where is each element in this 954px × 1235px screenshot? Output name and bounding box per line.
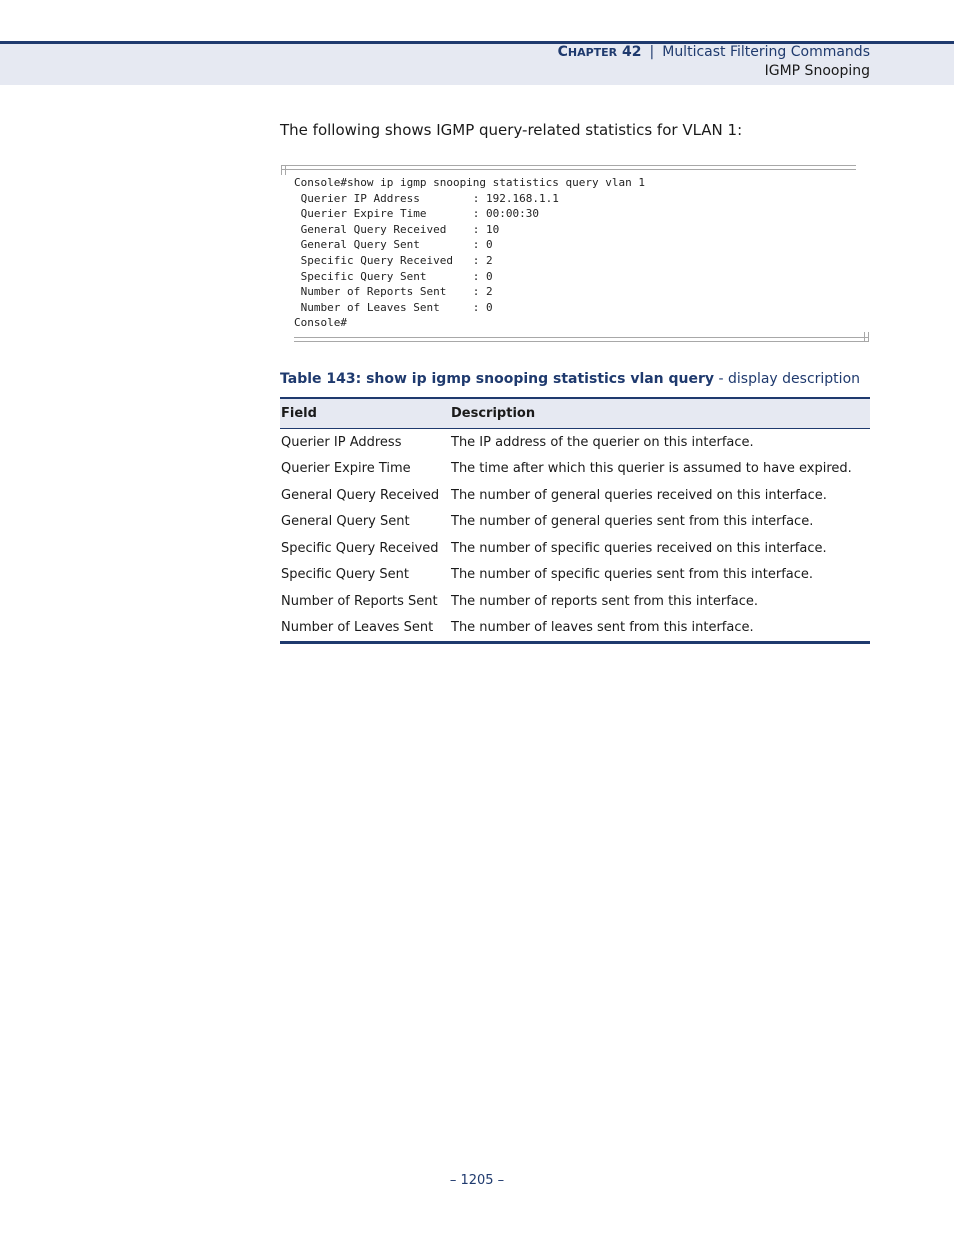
code-example <box>281 165 869 342</box>
code-line: Querier Expire Time : 00:00:30 <box>294 207 540 221</box>
description-cell: The number of specific queries sent from this interface. <box>451 567 814 583</box>
page-number: – 1205 – <box>449 1173 505 1188</box>
description-cell: The number of reports sent from this interface. <box>451 593 759 609</box>
table-row <box>280 456 870 483</box>
code-line: Number of Reports Sent : 2 <box>294 285 493 299</box>
code-line: Console#show ip igmp snooping statistics query vlan 1 <box>294 176 645 189</box>
chapter-prefix: C <box>557 44 568 60</box>
description-cell: The number of general queries received on this interface. <box>451 487 827 503</box>
table-row <box>280 535 870 562</box>
description-cell: The IP address of the querier on this interface. <box>451 434 754 450</box>
code-line: Number of Leaves Sent : 0 <box>294 300 493 314</box>
chapter-title: Multicast Filtering Commands <box>662 44 870 60</box>
table-caption-subtitle: - display description <box>714 371 861 387</box>
table-row <box>280 588 870 615</box>
field-cell: General Query Received <box>281 487 440 503</box>
code-line: Specific Query Received : 2 <box>294 253 493 267</box>
field-cell: Querier Expire Time <box>281 461 411 477</box>
description-cell: The number of leaves sent from this interface. <box>451 615 870 643</box>
header-separator: | <box>649 44 655 60</box>
field-cell: Number of Leaves Sent <box>280 615 451 643</box>
description-cell: The time after which this querier is assumed to have expired. <box>451 461 852 477</box>
code-line: General Query Sent : 0 <box>294 238 493 252</box>
description-table <box>280 397 870 644</box>
code-line: Querier IP Address : 192.168.1.1 <box>294 191 559 205</box>
chapter-smallcaps: HAPTER <box>567 46 618 59</box>
column-header-field: Field <box>280 398 451 429</box>
field-cell: General Query Sent <box>281 514 410 530</box>
code-frame-top <box>281 165 856 170</box>
intro-text: The following shows IGMP query-related statistics for VLAN 1: <box>280 121 743 139</box>
code-frame-left <box>281 165 286 175</box>
table-row <box>280 482 870 509</box>
chapter-heading <box>558 44 870 60</box>
description-cell: The number of general queries sent from this interface. <box>451 514 814 530</box>
table-caption-title: Table 143: show ip igmp snooping statistics vlan query <box>280 371 715 387</box>
code-line: Console# <box>294 316 347 330</box>
code-line: General Query Received : 10 <box>294 222 500 236</box>
field-cell: Specific Query Received <box>281 540 439 556</box>
code-line: Specific Query Sent : 0 <box>294 269 493 283</box>
table-header-row <box>280 398 870 429</box>
code-text <box>294 175 645 331</box>
chapter-number: 42 <box>622 44 642 60</box>
field-cell: Specific Query Sent <box>281 567 409 583</box>
code-frame-right <box>864 332 869 342</box>
section-title: IGMP Snooping <box>764 63 870 79</box>
table-row <box>280 509 870 536</box>
table-row <box>280 615 870 643</box>
table-row <box>280 429 870 456</box>
table-caption <box>280 371 860 387</box>
description-cell: The number of specific queries received on this interface. <box>451 540 827 556</box>
table-row <box>280 562 870 589</box>
code-frame-bottom <box>294 337 869 342</box>
chapter-label <box>558 44 642 60</box>
field-cell: Number of Reports Sent <box>281 593 438 609</box>
column-header-description: Description <box>451 398 870 429</box>
field-cell: Querier IP Address <box>281 434 402 450</box>
